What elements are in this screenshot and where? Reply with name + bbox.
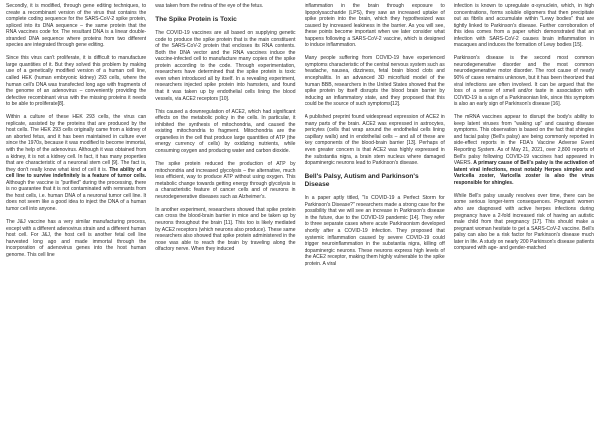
column-3 (305, 3, 445, 424)
section-heading: The Spike Protein is Toxic (155, 16, 237, 24)
paragraph: While Bell's palsy usually resolves over time, there can be some serious longer-term consequences. Pregnant women who are diagnosed with active herpes infections during pregnancy have a 2-fold increased risk of having an autistic male child from that pregnancy [17]. This should make a pregnant woman hesitate to get a SARS-CoV-2 vaccine. Bell's palsy can also be a risk factor for Parkinson's disease much later in life. A study on nearly 200 Parkinson's disease patients compared with age- and gender-matched (453, 192, 594, 252)
column-4 (454, 3, 594, 424)
paragraph: The spike protein reduced the production of ATP by mitochondria and increased glycolysis – the alternative, much less efficient, way to produce ATP without using oxygen. This metabolic change towards getting energy through glycolysis is a characteristic feature of cancer cells and of neurons in neurodegenerative diseases such as Alzheimer's. (155, 161, 296, 200)
paragraph: Since this virus can't proliferate, it is difficult to manufacture large quantities of it. But they solved this problem by making use of a genetically modified version of a human cell line, called HEK (human embryonic kidney) 293 cells, where the human cell's DNA was transfected long ago with fragments of the genome of an adenovirus – conveniently providing the defective recombinant virus with the missing proteins it needs to be able to proliferate[8]. (6, 55, 147, 108)
paragraph: infection is known to upregulate α-synuclein, which, in high concentrations, forms soluble oligomers that then precipitate out as fibrils and accumulate within "Lewy bodies" that are tightly linked to Parkinson's disease. Further corroboration of this idea comes from a paper which demonstrated that an infection with SARS-CoV-2 causes brain inflammation in macaques and induces the formation of Lewy bodies [15]. (453, 3, 594, 49)
paragraph (454, 114, 594, 186)
paragraph-text: Within a culture of these HEK 293 cells, the virus can replicate, assisted by the proteins that are produced by the host cells. The HEK 293 cells originally came from a kidney of an aborted fetus, and it has been maintained in culture ever since the 1970s, because it was modified to become immortal, with the help of the adenovirus. Although it was obtained from a kidney, it is not a kidney cell. In fact, it has many properties that are characteristic of a neuronal stem cell [9]. The fact is, they don't really know what kind of cell it is. (6, 114, 147, 173)
paragraph: This caused a downregulation of ACE2, which had significant effects on the metabolic policy in the cells. In particular, it inhibited the synthesis of mitochondria, and caused the existing mitochondria to fragment. Mitochondria are the organelles in the cell that produce large quantities of ATP (the energy currency of cells) by oxidizing nutrients, while consuming oxygen and producing water and carbon dioxide. (155, 108, 296, 154)
emphasis-text: A primary cause of Bell's palsy is the activation of latent viral infections, most notably Herpes simplex and Varicella zoster, Varicella zoster is also the virus responsible for shingles. (453, 160, 594, 186)
emphasis-text: The ability of a cell line to survive indefinitely is a feature of tumor cells. (6, 166, 147, 180)
paragraph: was taken from the retina of the eye of the fetus. (155, 3, 264, 9)
paragraph-text: The mRNA vaccines appear to disrupt the body's ability to keep latent viruses from "waking up" and causing disease symptoms. This observation is based on the fact that shingles and facial palsy (Bell's palsy) are being commonly reported in side-effect reports in the FDA's Vaccine Adverse Event Reporting System. As of May 21, 2021, over 2,800 reports of Bell's palsy following COVID-19 vaccines had appeared in VAERS. (453, 114, 594, 167)
column-2 (155, 3, 295, 424)
section-heading: Bell's Palsy, Autism and Parkinson's Disease (304, 173, 419, 189)
paragraph: inflammation in the brain through exposure to lipopolysaccharide (LPS), they saw an increased uptake of spike protein into the brain, which they hypothesized was caused by increased leakiness in the barrier. As you will see, these points become important when we later consider what happens following a SARS-CoV-2 vaccine, which is designed to induce inflammation. (304, 3, 445, 49)
paragraph: A published preprint found widespread expression of ACE2 in many parts of the brain. ACE2 was expressed in astrocytes, pericytes (cells that wrap around the endothelial cells lining capillary walls) and in endothelial cells – and all of these are key components of the blood-brain barrier [13]. Perhaps of even greater concern is that ACE2 was highly expressed in the substantia nigra, a brain stem nucleus where damaged dopaminergic neurons lead to Parkinson's disease. (304, 114, 445, 167)
paragraph: Many people suffering from COVID-19 have experienced symptoms characteristic of the central nervous system such as headache, nausea, dizziness, fetal brain blood clots and encephalitis. In an advanced 3D microfluid model of the human BBB, researchers in the United States showed that the spike protein by itself disrupts the blood brain barrier by inducing an inflammatory state, and they proposed that this could be the source of such symptoms[12]. (304, 55, 445, 108)
paragraph: The J&J vaccine has a very similar manufacturing process, except with a different adenovirus strain and a different human host cell. For J&J, the host cell is another fetal cell line harvested long ago and made immortal through the incorporation of adenovirus genes into the host human genome. This cell line (6, 219, 147, 258)
paragraph (6, 114, 146, 212)
paragraph-text: Although the vaccine is "purified" during the processing, there is no guarantee that it is not contaminated with remnants from the host cells, i.e. human DNA of a neuronal tumor cell line. It does not seem like a good idea to inject the DNA of a human tumor cell into anyone. (6, 179, 147, 212)
paragraph: The COVID-19 vaccines are all based on supplying genetic code to produce the spike protein that is the main constituent of the SARS-CoV-2 protein that encloses its RNA contents. Both the DNA vector and the RNA vaccines induce the vaccine-infected cell to manufacture many copies of the spike protein according to the code. Through experimentation, researchers have determined that the spike protein is toxic even when introduced all by itself. In a revealing experiment, researchers injected spike protein into hamsters, and found that it was taken up by endothelial cells lining the blood vessels, via ACE2 receptors [10]. (155, 30, 296, 102)
column-1 (6, 3, 146, 424)
paragraph: In another experiment, researchers showed that spike protein can cross the blood-brain barrier in mice and be taken up by neurons throughout the brain [11]. This too is likely mediated by ACE2 receptors (which neurons also produce). These same researchers also showed that spike protein administered in the nose was able to reach the brain by traveling along the olfactory nerve. When they induced (155, 206, 296, 253)
paragraph: Parkinson's disease is the second most common neurodegenerative disorder and the most common neurodegenerative motor disorder. The root cause of nearly 90% of cases remains unknown, but it has been theorized that viral infections are often involved. It can be argued that the loss of a sense of smell and/or taste in association with COVID-19 is a sign of a Parkinsonian link, since this symptom is also an early sign of Parkinson's disease [16]. (453, 55, 594, 108)
paragraph: In a paper aptly titled, "Is COVID-19 a Perfect Storm for Parkinson's Disease?" researchers made a strong case for the possibility that we will see an increase in Parkinson's disease in the future, due to the COVID-19 pandemic [14]. They refer to three separate cases where acute Parkinsonism developed shortly after a COVID-19 infection. They proposed that systemic inflammation caused by severe COVID-19 could trigger neuroinflammation in the substantia nigra, killing off dopaminergic neurons. These neurons express high levels of the ACE2 receptor, making them highly vulnerable to the spike protein. A viral (304, 195, 445, 267)
paragraph: Secondly, it is modified, through gene editing techniques, to create a recombinant version of the virus that contains the complete coding sequence for the SARS-CoV-2 spike protein, spliced into its DNA sequence – the same protein that the RNA vaccines code for. The resultant DNA is a linear double-stranded DNA sequence where proteins from two different species are integrated through gene editing. (6, 3, 147, 49)
